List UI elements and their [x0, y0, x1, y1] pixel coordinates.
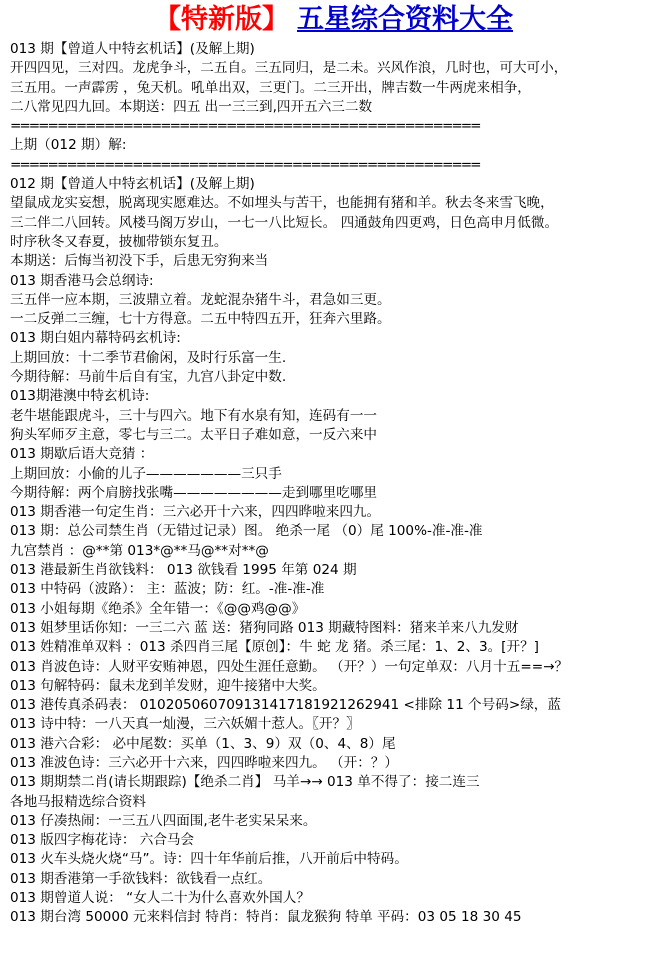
text-line: 一二反弹二三缠，七十方得意。二五中特四五开，狂奔六里路。 [10, 311, 391, 328]
text-line: 013 版四字梅花诗： 六合马会 [10, 832, 195, 849]
text-line: 013 火车头烧火烧“马”。诗：四十年华前后推，八开前后中特码。 [10, 851, 408, 868]
text-line: 013 仔凑热闹：一三五八四面围,老牛老实呆呆来。 [10, 812, 317, 829]
text-line: 013 期曾道人说： “女人二十为什么喜欢外国人？ [10, 890, 310, 907]
text-line: 上期回放：十二季节君偷闲，及时行乐富一生. [10, 349, 287, 366]
text-line: 时序秋冬又春夏，披枷带锁东复丑。 [10, 233, 228, 250]
text-line: 上期（012 期）解: [10, 137, 127, 154]
text-line: 本期送：后悔当初没下手，后患无穷狗来当 [10, 253, 269, 270]
edition-label: 【特新版】 [154, 4, 289, 35]
text-line: 老牛堪能跟虎斗，三十与四六。地下有水泉有知，连码有一一 [10, 407, 378, 424]
text-line: 013期港澳中特玄机诗: [10, 388, 150, 405]
text-line: 九宫禁肖 ：@**第 013*@**马@**对**@ [10, 542, 269, 559]
text-line: 各地马报精选综合资料 [10, 793, 146, 810]
text-line: 013 期香港第一手欲钱料：欲钱看一点红。 [10, 870, 272, 887]
text-line: 今期待解：两个肩膀找张嘴————————走到哪里吃哪里 [10, 484, 378, 501]
text-line: 开四四见，三对四。龙虎争斗，二五自。三五同归，是二未。兴风作浪，几时也，可大可小， [10, 60, 568, 77]
separator-line: ================================================== [10, 156, 480, 173]
text-line: 三五用。一声霹雳 ，兔天机。吼单出双，三更门。二三开出，牌吉数一牛两虎来相争， [10, 79, 531, 96]
main-title: 五星综合资料大全 [297, 4, 513, 35]
page-title [0, 2, 667, 38]
text-line: 013 诗中特：一八天真一灿漫，三六妖媚十惹人。〖开？〗 [10, 716, 360, 733]
text-line: 望鼠成龙实妄想，脱离现实愿难达。不如埋头与苦干，也能拥有猪和羊。秋去冬来雪飞晚， [10, 195, 554, 212]
text-line: 上期回放：小偷的儿子———————三只手 [10, 465, 282, 482]
text-line: 013 中特码（波路）： 主：蓝波；防：红。-准-准-准 [10, 581, 325, 598]
text-line: 013 港传真杀码表： 0102050607091314171819212629​41 <排除 11 个号码>绿，蓝 [10, 697, 561, 714]
text-line: 013 姓精准单双料 ：013 杀四肖三尾【原创】：牛 蛇 龙 猪。杀三尾：1、2、3。[开？] [10, 639, 539, 656]
text-line: 今期待解：马前牛后自有宝，九宫八卦定中数. [10, 369, 287, 386]
separator-line: ================================================== [10, 118, 480, 135]
text-line: 012 期【曾道人中特玄机话】(及解上期) [10, 176, 255, 193]
text-line: 013 期台湾 50000 元来料信封 特肖：特肖：鼠龙猴狗 特单 平码：03 05 18 30 45 [10, 909, 522, 926]
text-line: 013 期歇后语大竞猜 ： [10, 446, 154, 463]
text-line: 013 期香港马会总纲诗: [10, 272, 154, 289]
text-line: 013 肖波色诗：人财平安贿神恩，四处生涯任意勤。 （开？）一句定单双：八月十五==→？ [10, 658, 569, 675]
text-line: 013 小姐每期《绝杀》全年错一：《@@鸡@@》 [10, 600, 306, 617]
text-line: 013 期【曾道人中特玄机话】(及解上期) [10, 41, 255, 57]
text-line: 013 准波色诗：三六必开十六来，四四晔啦来四九。 （开：？） [10, 754, 399, 771]
text-line: 013 期期禁二肖(请长期跟踪)【绝杀二肖】 马羊→→ 013 单不得了：接二连三 [10, 774, 480, 791]
text-line: 013 港六合彩： 必中尾数：买单（1、3、9）双（0、4、8）尾 [10, 735, 396, 752]
text-line: 狗头军师歹主意，零七与三二。太平日子难如意，一反六来中 [10, 426, 378, 443]
text-line: 013 句解特码：鼠未龙到羊发财，迎牛接猪中大奖。 [10, 677, 326, 694]
text-line: 013 期香港一句定生肖：三六必开十六来，四四晔啦来四九。 [10, 504, 381, 521]
content-body [10, 40, 660, 928]
text-line: 013 港最新生肖欲钱料： 013 欲钱看 1995 年第 024 期 [10, 562, 357, 579]
text-line: 013 姐梦里话你知：一三二六 蓝 送：猪狗同路 013 期藏特图料：猪来羊来八九发财 [10, 619, 519, 636]
text-line: 三五伴一应本期，三波鼎立着。龙蛇混杂猪牛斗，君急如三更。 [10, 291, 391, 308]
text-line: 013 期：总公司禁生肖（无错过记录）图。 绝杀一尾 （0）尾 100%-准-准-准 [10, 523, 483, 540]
text-line: 二八常见四九回。本期送：四五 出一三三到,四开五六三二数 [10, 98, 373, 115]
text-line: 三二伴二八回转。风楼马阁万岁山，一七一八比短长。 四通鼓角四更鸡，日色高申月低微。 [10, 214, 559, 231]
text-line: 013 期白姐内幕特码玄机诗: [10, 330, 181, 347]
